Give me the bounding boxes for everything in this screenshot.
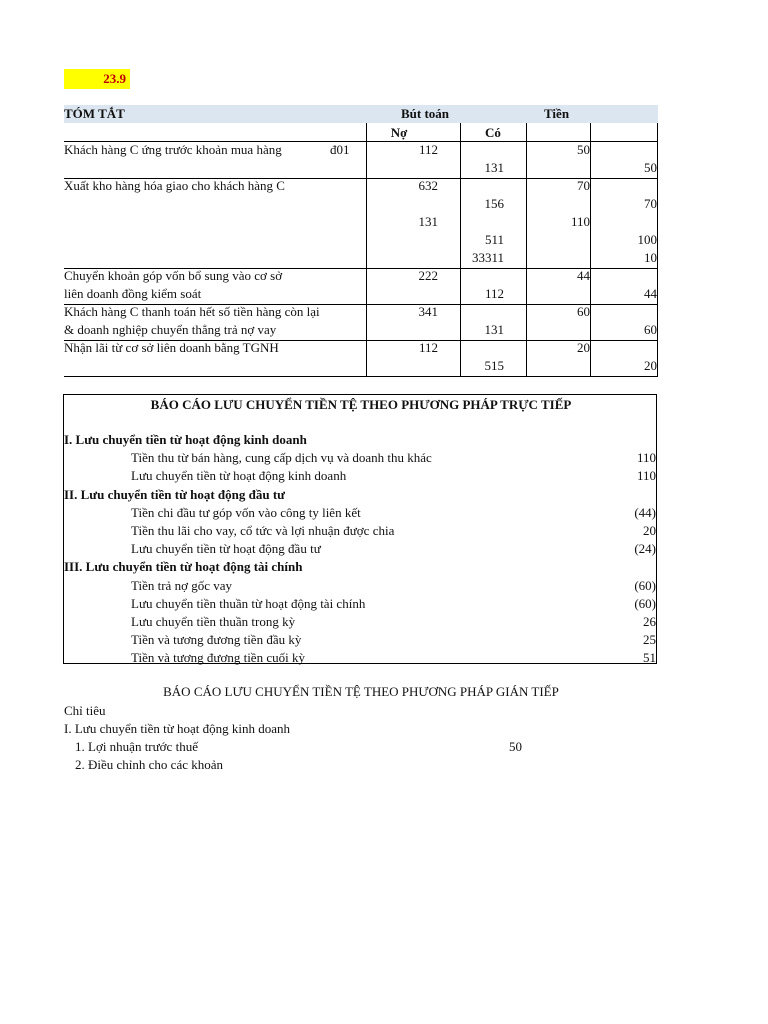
- section-heading: III. Lưu chuyển tiền từ hoạt động tài chính: [64, 559, 303, 575]
- credit-account: 33311: [471, 250, 504, 265]
- line-item-label: Tiền và tương đương tiền cuối kỳ: [131, 650, 305, 666]
- debit-column-header: Nợ: [390, 125, 408, 140]
- money-column-header: Tiền: [544, 106, 570, 121]
- indirect-item-label: 1. Lợi nhuận trước thuế: [75, 739, 198, 754]
- line-item-label: Lưu chuyển tiền thuần trong kỳ: [131, 614, 296, 629]
- entry-column-header: Bút toán: [401, 106, 450, 121]
- line-item-value: 110: [636, 450, 656, 466]
- line-item-value: (24): [634, 541, 656, 557]
- credit-account: 131: [484, 160, 504, 175]
- line-item-value: 20: [643, 523, 656, 538]
- line-item-value: (44): [634, 504, 656, 520]
- section-heading: II. Lưu chuyển tiền từ hoạt động đầu tư: [64, 486, 285, 502]
- indirect-item-value: 50: [509, 739, 522, 754]
- line-item-label: Tiền trả nợ gốc vay: [131, 577, 232, 593]
- debit-amount: 60: [577, 304, 590, 319]
- credit-amount: 20: [644, 358, 657, 373]
- entry-description: Khách hàng C thanh toán hết số tiền hàng còn lại: [64, 304, 320, 319]
- credit-amount: 100: [637, 232, 657, 247]
- line-item-label: Tiền và tương đương tiền đầu kỳ: [131, 632, 302, 648]
- line-item-value: 51: [643, 650, 656, 666]
- summary-title: TÓM TẮT: [64, 106, 125, 121]
- exercise-number-highlight: [64, 69, 130, 89]
- table-column-rule: [526, 123, 527, 376]
- debit-account: 341: [418, 304, 438, 319]
- direct-report-title: BÁO CÁO LƯU CHUYỂN TIỀN TỆ THEO PHƯƠNG PHÁP TRỰC TIẾP: [150, 397, 572, 412]
- debit-amount: 50: [577, 142, 590, 157]
- indirect-section-heading: I. Lưu chuyển tiền từ hoạt động kinh doanh: [64, 721, 291, 736]
- indicator-label: Chỉ tiêu: [64, 703, 106, 718]
- line-item-value: (60): [634, 577, 656, 593]
- entry-description: đ01: [330, 142, 350, 157]
- line-item-value: (60): [634, 595, 656, 611]
- exercise-number: 23.9: [103, 71, 126, 86]
- table-column-rule: [590, 123, 591, 376]
- entry-description: Khách hàng C ứng trước khoản mua hàng: [64, 142, 282, 157]
- credit-account: 511: [484, 232, 504, 247]
- debit-amount: 44: [577, 268, 590, 283]
- entry-description: liên doanh đồng kiểm soát: [64, 286, 202, 301]
- line-item-label: Tiền chi đầu tư góp vốn vào công ty liên kết: [131, 504, 361, 520]
- credit-account: 131: [484, 322, 504, 337]
- line-item-value: 25: [643, 632, 656, 648]
- debit-account: 222: [418, 268, 438, 283]
- debit-amount: 110: [570, 214, 590, 229]
- credit-account: 112: [484, 286, 504, 301]
- indirect-report-title: BÁO CÁO LƯU CHUYỂN TIỀN TỆ THEO PHƯƠNG PHÁP GIÁN TIẾP: [163, 684, 559, 699]
- credit-column-header: Có: [485, 125, 501, 140]
- table-rule: [64, 376, 658, 377]
- table-column-rule: [657, 123, 658, 376]
- section-heading: I. Lưu chuyển tiền từ hoạt động kinh doanh: [64, 432, 307, 447]
- line-item-value: 26: [643, 614, 656, 629]
- entry-description: Xuất kho hàng hóa giao cho khách hàng C: [64, 178, 285, 193]
- credit-amount: 50: [644, 160, 657, 175]
- credit-account: 156: [484, 196, 504, 211]
- credit-amount: 44: [644, 286, 657, 301]
- line-item-label: Tiền thu lãi cho vay, cổ tức và lợi nhuận được chia: [131, 523, 395, 538]
- entry-description: & doanh nghiệp chuyển thẳng trả nợ vay: [64, 322, 277, 337]
- indirect-item-label: 2. Điều chỉnh cho các khoản: [75, 757, 224, 772]
- debit-amount: 70: [577, 178, 590, 193]
- credit-amount: 10: [644, 250, 657, 265]
- credit-account: 515: [484, 358, 504, 373]
- debit-amount: 20: [577, 340, 590, 355]
- line-item-label: Lưu chuyển tiền thuần từ hoạt động tài chính: [131, 595, 366, 611]
- line-item-label: Tiền thu từ bán hàng, cung cấp dịch vụ và doanh thu khác: [131, 450, 432, 466]
- debit-account: 632: [418, 178, 438, 193]
- credit-amount: 70: [644, 196, 657, 211]
- credit-amount: 60: [644, 322, 657, 337]
- line-item-label: Lưu chuyển tiền từ hoạt động đầu tư: [131, 541, 321, 557]
- line-item-label: Lưu chuyển tiền từ hoạt động kinh doanh: [131, 468, 347, 484]
- debit-account: 112: [418, 340, 438, 355]
- entry-description: Chuyển khoản góp vốn bổ sung vào cơ sở: [64, 268, 283, 283]
- table-column-rule: [366, 123, 367, 376]
- line-item-value: 110: [636, 468, 656, 484]
- debit-account: 131: [418, 214, 438, 229]
- entry-description: Nhận lãi từ cơ sở liên doanh bằng TGNH: [64, 340, 279, 355]
- table-column-rule: [460, 123, 461, 376]
- debit-account: 112: [418, 142, 438, 157]
